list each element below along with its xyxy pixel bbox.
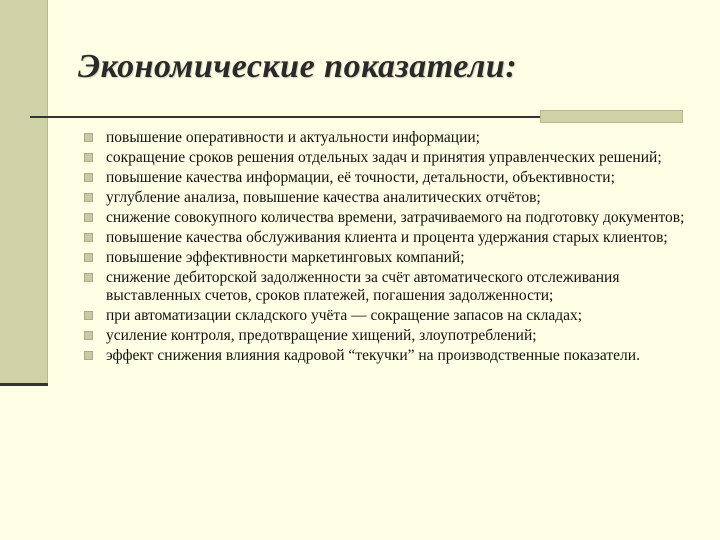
title-divider-accent-block	[540, 110, 683, 123]
bullet-item	[84, 307, 704, 325]
bullet-text: снижение совокупного количества времени, затрачиваемого на подготовку документов;	[106, 209, 685, 226]
bullet-text: углубление анализа, повышение качества аналитических отчётов;	[106, 189, 541, 206]
square-bullet-icon	[84, 331, 93, 340]
bullet-text: повышение качества обслуживания клиента и процента удержания старых клиентов;	[106, 229, 668, 246]
square-bullet-icon	[84, 233, 93, 242]
bullet-text: повышение качества информации, её точности, детальности, объективности;	[106, 169, 615, 186]
bullet-text: повышение оперативности и актуальности информации;	[106, 129, 480, 146]
bullet-item	[84, 269, 704, 305]
square-bullet-icon	[84, 311, 93, 320]
bullet-list	[84, 129, 704, 367]
left-accent-underline	[0, 383, 48, 386]
square-bullet-icon	[84, 253, 93, 262]
bullet-item	[84, 149, 704, 167]
bullet-item	[84, 129, 704, 147]
bullet-text: при автоматизации складского учёта — сокращение запасов на складах;	[106, 307, 583, 324]
square-bullet-icon	[84, 173, 93, 182]
square-bullet-icon	[84, 213, 93, 222]
square-bullet-icon	[84, 133, 93, 142]
square-bullet-icon	[84, 153, 93, 162]
bullet-item	[84, 169, 704, 187]
slide-title: Экономические показатели:	[78, 48, 518, 85]
bullet-text: усиление контроля, предотвращение хищений, злоупотреблений;	[106, 327, 537, 344]
bullet-item	[84, 229, 704, 247]
square-bullet-icon	[84, 273, 93, 282]
bullet-text: повышение эффективности маркетинговых компаний;	[106, 249, 465, 266]
bullet-text: снижение дебиторской задолженности за счёт автоматического отслеживания выставленных счетов, сроков платежей, погашения задолженности;	[106, 269, 620, 304]
bullet-item	[84, 347, 704, 365]
square-bullet-icon	[84, 193, 93, 202]
bullet-item	[84, 327, 704, 345]
bullet-text: сокращение сроков решения отдельных задач и принятия управленческих решений;	[106, 149, 662, 166]
square-bullet-icon	[84, 351, 93, 360]
bullet-item	[84, 209, 704, 227]
bullet-text: эффект снижения влияния кадровой “текучки” на производственные показатели.	[106, 347, 640, 364]
left-accent-bar	[0, 0, 48, 385]
bullet-item	[84, 249, 704, 267]
bullet-item	[84, 189, 704, 207]
